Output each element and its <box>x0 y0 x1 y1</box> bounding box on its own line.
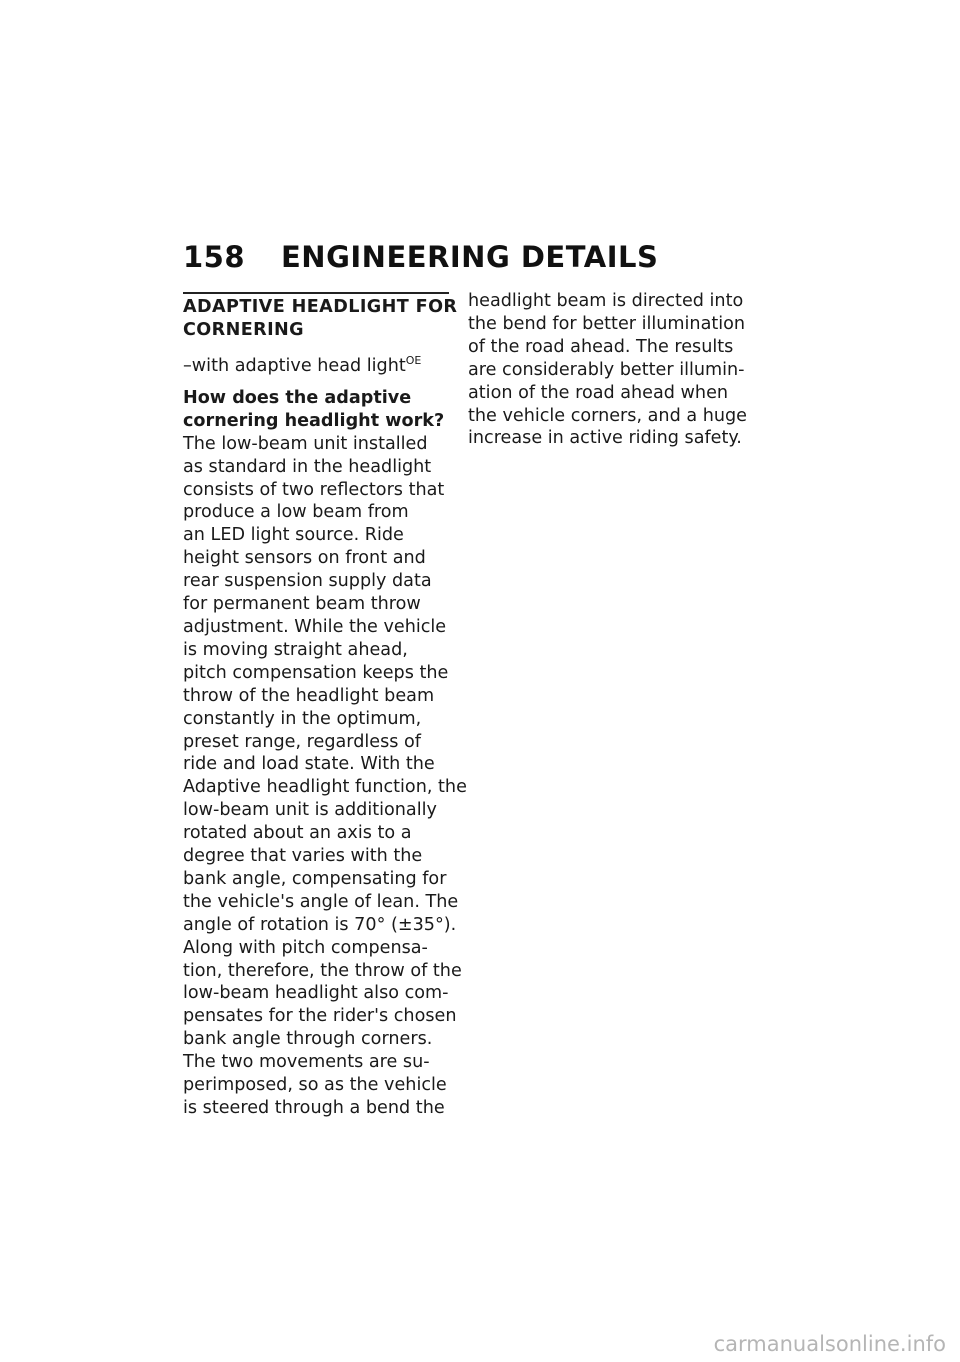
body-line: bank angle, compensating for <box>183 868 447 889</box>
body-line: adjustment. While the vehicle <box>183 616 447 637</box>
body-line: bank angle through corners. <box>183 1029 433 1050</box>
body-line: increase in active riding safety. <box>468 428 742 449</box>
body-line: the vehicle's angle of lean. The <box>183 891 459 912</box>
body-line: ride and load state. With the <box>183 754 435 775</box>
optional-equipment-mark: OE <box>405 354 422 367</box>
body-line: Adaptive headlight function, the <box>183 777 467 798</box>
body-line: low-beam unit is additionally <box>183 800 437 821</box>
body-line: low-beam headlight also com- <box>183 983 449 1004</box>
body-line: headlight beam is directed into <box>468 291 744 311</box>
body-line: is moving straight ahead, <box>183 639 408 660</box>
body-line: The low-beam unit installed <box>183 433 428 454</box>
body-line: angle of rotation is 70° (±35°). <box>183 914 457 935</box>
section-title-line: CORNERING <box>183 320 305 340</box>
body-line: ation of the road ahead when <box>468 382 729 403</box>
body-line: of the road ahead. The results <box>468 336 734 357</box>
page-header <box>183 240 658 274</box>
equipment-note-text: –with adaptive head light <box>183 356 406 376</box>
watermark: carmanualsonline.info <box>713 1332 946 1356</box>
body-line: height sensors on front and <box>183 548 426 569</box>
body-line: an LED light source. Ride <box>183 525 404 546</box>
body-line: The two movements are su- <box>183 1052 430 1073</box>
chapter-title: ENGINEERING DETAILS <box>281 240 659 274</box>
section-title <box>183 296 458 342</box>
left-column <box>183 296 467 1120</box>
body-line: is steered through a bend the <box>183 1098 445 1118</box>
body-line: rotated about an axis to a <box>183 823 412 844</box>
right-column <box>468 290 747 450</box>
question-line: cornering headlight work? <box>183 410 445 431</box>
body-line: pensates for the rider's chosen <box>183 1006 457 1027</box>
body-line: the bend for better illumination <box>468 313 746 334</box>
question-heading <box>183 387 453 433</box>
body-line: rear suspension supply data <box>183 571 432 592</box>
body-line: degree that varies with the <box>183 846 423 867</box>
body-line: are considerably better illumin- <box>468 359 745 380</box>
body-line: throw of the headlight beam <box>183 685 435 706</box>
page-number: 158 <box>183 240 246 274</box>
left-body-text <box>183 433 467 1120</box>
body-line: constantly in the optimum, <box>183 708 422 729</box>
body-line: Along with pitch compensa- <box>183 937 428 958</box>
body-line: pitch compensation keeps the <box>183 662 449 683</box>
body-line: tion, therefore, the throw of the <box>183 960 462 981</box>
body-line: produce a low beam from <box>183 502 409 523</box>
body-line: perimposed, so as the vehicle <box>183 1075 447 1096</box>
section-title-line: ADAPTIVE HEADLIGHT FOR <box>183 297 458 317</box>
body-line: consists of two reflectors that <box>183 479 445 500</box>
body-line: the vehicle corners, and a huge <box>468 405 747 426</box>
body-line: as standard in the headlight <box>183 456 432 477</box>
body-line: preset range, regardless of <box>183 731 421 752</box>
equipment-note <box>183 350 453 378</box>
section-divider <box>183 292 449 294</box>
body-line: for permanent beam throw <box>183 594 421 615</box>
question-line: How does the adaptive <box>183 387 412 408</box>
